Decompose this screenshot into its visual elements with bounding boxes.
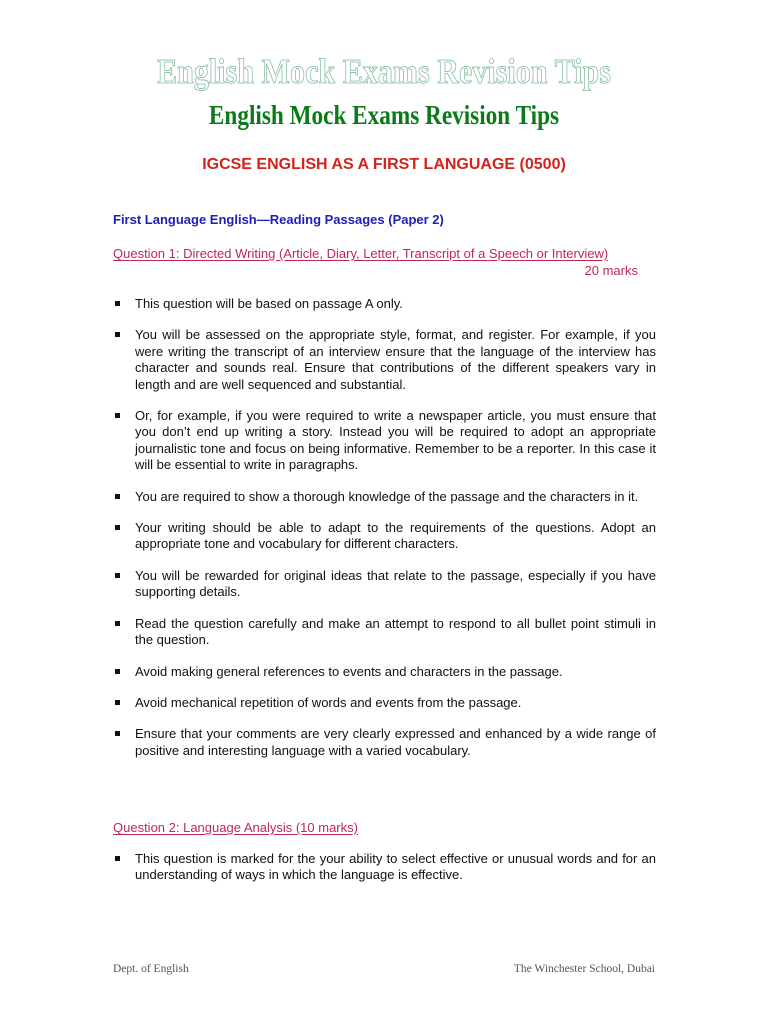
bullet-text: This question will be based on passage A only. (135, 296, 403, 311)
bullet-square-icon (115, 731, 120, 736)
bullet-item (113, 616, 656, 649)
question-1-marks: 20 marks (584, 263, 638, 278)
bullet-square-icon (115, 525, 120, 530)
bullet-item (113, 296, 656, 312)
bullet-text: Avoid mechanical repetition of words and events from the passage. (135, 694, 522, 710)
footer-school: The Winchester School, Dubai (513, 963, 655, 975)
bullet-text: This question is marked for the your ability to select effective or unusual words and for an understanding of ways in which the language is effective. (135, 851, 656, 883)
bullet-item (113, 726, 656, 759)
bullet-text: You are required to show a thorough knowledge of the passage and the characters in it. (135, 488, 639, 504)
bullet-square-icon (115, 669, 120, 674)
bullet-text: You will be rewarded for original ideas that relate to the passage, especially if you have supporting details. (135, 567, 656, 600)
question-2-bullet-list (113, 851, 656, 884)
question-1-bullet-list (113, 296, 656, 759)
section-heading: First Language English—Reading Passages (Paper 2) (113, 212, 444, 227)
bullet-text: Ensure that your comments are very clearly expressed and enhanced by a wide range of positive and interesting language with a varied vocabulary. (135, 726, 656, 758)
bullet-square-icon (115, 494, 120, 499)
bullet-square-icon (115, 700, 120, 705)
bullet-item (113, 568, 656, 601)
bullet-text: Read the question carefully and make an attempt to respond to all bullet point stimuli in the question. (135, 615, 656, 648)
bullet-square-icon (115, 301, 120, 306)
footer-department: Dept. of English (113, 963, 189, 975)
bullet-square-icon (115, 413, 120, 418)
bullet-square-icon (115, 856, 120, 861)
bullet-text: Your writing should be able to adapt to the requirements of the questions. Adopt an appropriate tone and vocabulary for different characters. (135, 520, 656, 552)
bullet-item (113, 851, 656, 884)
question-1-heading: Question 1: Directed Writing (Article, Diary, Letter, Transcript of a Speech or Interview) (113, 246, 609, 261)
bullet-item (113, 664, 656, 680)
bullet-text: You will be assessed on the appropriate style, format, and register. For example, if you were writing the transcript of an interview ensure that the language of the interview has character and sounds real. Ensure that contributions of the different speakers vary in length and are well sequenced and substantial. (135, 327, 656, 392)
bullet-item (113, 327, 656, 393)
bullet-square-icon (115, 332, 120, 337)
page-title: English Mock Exams Revision Tips (208, 100, 560, 130)
question-2-heading: Question 2: Language Analysis (10 marks) (113, 820, 358, 835)
bullet-text: Avoid making general references to events and characters in the passage. (135, 663, 563, 679)
bullet-item (113, 489, 656, 505)
bullet-item (113, 695, 656, 711)
bullet-text: Or, for example, if you were required to write a newspaper article, you must ensure that you don’t end up writing a story. Instead you will be required to adopt an appropriate journalistic tone and focus on being informative. Remember to be a reporter. In this case it will be essential to write in paragraphs. (135, 408, 656, 473)
course-subtitle: IGCSE ENGLISH AS A FIRST LANGUAGE (0500) (202, 156, 566, 173)
bullet-item (113, 408, 656, 474)
bullet-square-icon (115, 573, 120, 578)
bullet-item (113, 520, 656, 553)
outlined-title: English Mock Exams Revision Tips (157, 52, 611, 91)
bullet-square-icon (115, 621, 120, 626)
